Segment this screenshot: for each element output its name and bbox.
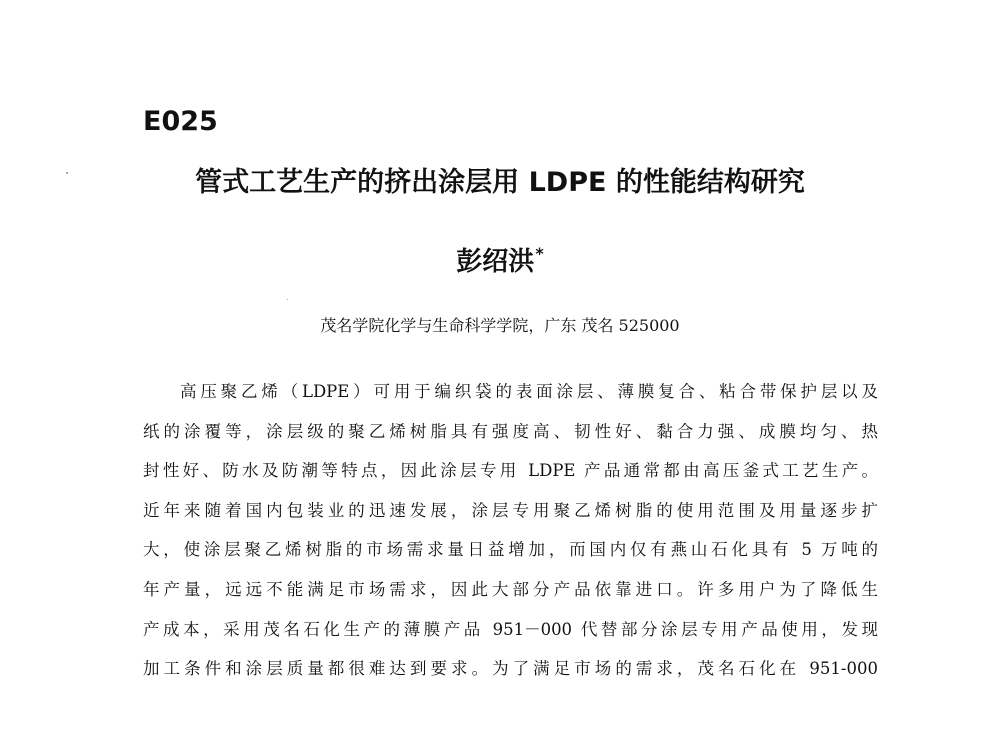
author-affiliation: 茂名学院化学与生命科学学院，广东 茂名 525000 <box>320 316 680 335</box>
body-line: 封性好、防水及防潮等特点，因此涂层专用 LDPE 产品通常都由高压釜式工艺生产。 <box>143 461 878 481</box>
body-paragraph <box>143 372 878 689</box>
author-name <box>420 237 580 279</box>
scan-speck <box>287 299 288 300</box>
body-line: 近年来随着国内包装业的迅速发展，涂层专用聚乙烯树脂的使用范围及用量逐步扩 <box>143 500 878 520</box>
author-footnote-mark: * <box>535 244 544 263</box>
body-line: 高压聚乙烯（LDPE）可用于编织袋的表面涂层、薄膜复合、粘合带保护层以及 <box>180 382 878 401</box>
author-name-text: 彭绍洪 <box>456 247 535 277</box>
scan-speck <box>66 172 68 174</box>
body-line: 纸的涂覆等，涂层级的聚乙烯树脂具有强度高、韧性好、黏合力强、成膜均匀、热 <box>143 421 878 441</box>
body-line: 产成本，采用茂名石化生产的薄膜产品 951－000 代替部分涂层专用产品使用，发现 <box>143 619 878 639</box>
body-line: 年产量，远远不能满足市场需求，因此大部分产品依靠进口。许多用户为了降低生 <box>143 579 878 599</box>
body-line: 加工条件和涂层质量都很难达到要求。为了满足市场的需求，茂名石化在 951-000 <box>143 659 878 679</box>
paper-code: E025 <box>143 106 218 137</box>
paper-title: 管式工艺生产的挤出涂层用 LDPE 的性能结构研究 <box>195 167 805 198</box>
body-line: 大，使涂层聚乙烯树脂的市场需求量日益增加，而国内仅有燕山石化具有 5 万吨的 <box>143 540 878 560</box>
